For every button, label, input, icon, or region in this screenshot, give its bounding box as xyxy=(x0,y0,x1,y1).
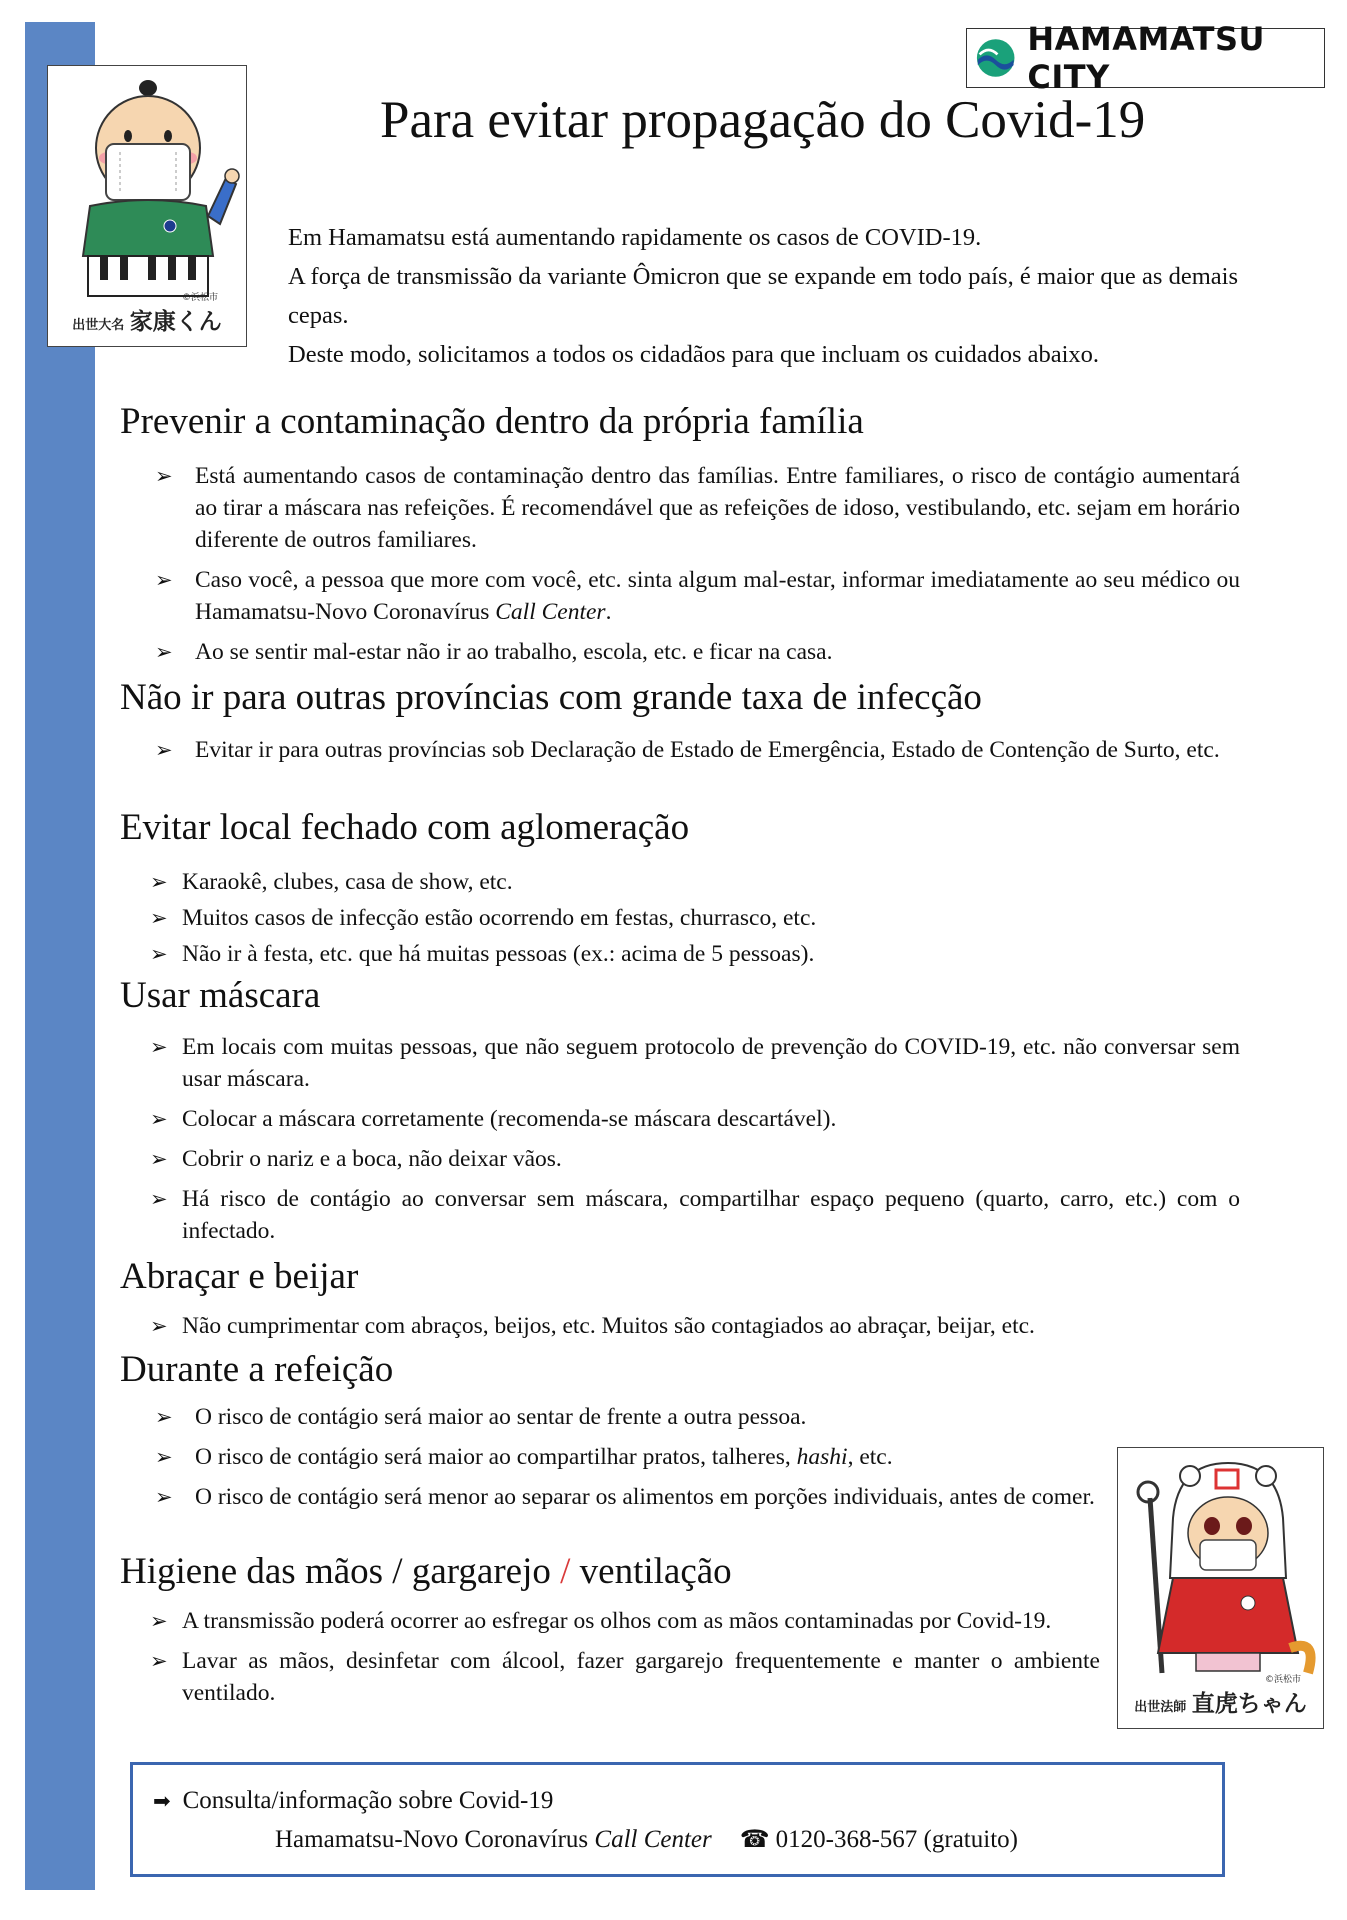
mascot-naotora-copyright: ©浜松市 xyxy=(1264,1675,1301,1685)
contact-center-name: Hamamatsu-Novo Coronavírus xyxy=(275,1826,589,1853)
red-slash: / xyxy=(560,1551,571,1592)
intro-line: A força de transmissão da variante Ômicron que se expande em todo país, é maior que as demais cepas. xyxy=(288,263,1238,329)
list-item: ➢ Está aumentando casos de contaminação dentro das famílias. Entre familiares, o risco de contágio aumentará ao tirar a máscara nas refeições. É recomendável que as refeições de idoso, vestibulando, etc. sejam em horário diferente de outros familiares. xyxy=(155,460,1240,556)
intro-paragraph xyxy=(288,218,1238,374)
mascot-naotora-caption-small: 出世法師 xyxy=(1134,1700,1187,1715)
section-heading-mascara: Usar máscara xyxy=(120,975,321,1016)
phone-icon: ☎ xyxy=(739,1825,770,1853)
section-heading-abracar: Abraçar e beijar xyxy=(120,1256,359,1297)
section-heading-aglomeracao: Evitar local fechado com aglomeração xyxy=(120,807,690,848)
section-heading-familia: Prevenir a contaminação dentro da própria família xyxy=(120,401,864,442)
hashi-text: hashi xyxy=(796,1444,848,1470)
heading-part: Higiene das mãos / gargarejo xyxy=(120,1551,551,1592)
etc-text: , etc. xyxy=(847,1444,893,1470)
contact-line-2 xyxy=(275,1825,1018,1854)
hamamatsu-city-logo xyxy=(966,20,1325,96)
contact-box xyxy=(130,1762,1225,1877)
call-center-text: Call Center xyxy=(594,1826,712,1853)
phone-number[interactable]: 0120-368-567 (gratuito) xyxy=(775,1826,1018,1853)
mascot-ieyasu-copyright: ©浜松市 xyxy=(181,293,218,303)
mascot-ieyasu-caption xyxy=(48,290,246,336)
list-item: ➢ Há risco de contágio ao conversar sem máscara, compartilhar espaço pequeno (quarto, carro, etc.) com o infectado. xyxy=(150,1183,1240,1247)
contact-line-1 xyxy=(153,1787,553,1815)
list-item: ➢ Cobrir o nariz e a boca, não deixar vãos. xyxy=(150,1143,1240,1175)
list-item xyxy=(155,1441,1100,1473)
mascot-naotora xyxy=(1117,1447,1324,1729)
list-item: ➢ Em locais com muitas pessoas, que não seguem protocolo de prevenção do COVID-19, etc. não conversar sem usar máscara. xyxy=(150,1031,1240,1095)
list-item: ➢ Ao se sentir mal-estar não ir ao trabalho, escola, etc. e ficar na casa. xyxy=(155,636,1240,668)
mascot-naotora-caption xyxy=(1118,1672,1323,1718)
arrow-right-icon: ➡ xyxy=(153,1789,171,1813)
list-item: ➢ Karaokê, clubes, casa de show, etc. xyxy=(150,866,1240,898)
contact-title: Consulta/informação sobre Covid-19 xyxy=(182,1787,554,1814)
section-list-aglomeracao xyxy=(150,866,1240,970)
intro-line: Em Hamamatsu está aumentando rapidamente os casos de COVID-19. xyxy=(288,224,982,251)
section-list-familia xyxy=(155,460,1240,668)
section-list-mascara xyxy=(150,1031,1240,1247)
intro-line: Deste modo, solicitamos a todos os cidadãos para que incluam os cuidados abaixo. xyxy=(288,341,1100,368)
mascot-ieyasu xyxy=(47,65,247,347)
section-heading-refeicao: Durante a refeição xyxy=(120,1349,394,1390)
mascot-ieyasu-illustration xyxy=(48,66,246,306)
hamamatsu-wave-icon xyxy=(976,36,1015,80)
list-item: ➢ O risco de contágio será menor ao separar os alimentos em porções individuais, antes de comer. xyxy=(155,1481,1100,1513)
list-item: ➢ Não cumprimentar com abraços, beijos, etc. Muitos são contagiados ao abraçar, beijar, etc. xyxy=(150,1310,1240,1342)
list-item: ➢ Lavar as mãos, desinfetar com álcool, fazer gargarejo frequentemente e manter o ambiente ventilado. xyxy=(150,1645,1100,1709)
mascot-naotora-caption-big: 直虎ちゃん xyxy=(1191,1691,1307,1717)
mascot-ieyasu-caption-big: 家康くん xyxy=(129,309,222,335)
section-list-refeicao xyxy=(155,1401,1100,1513)
list-item-text: Caso você, a pessoa que more com você, etc. sinta algum mal-estar, informar imediatamente ao seu médico ou Hamamatsu-Novo Coronavírus xyxy=(195,567,1240,625)
section-list-higiene xyxy=(150,1605,1100,1709)
list-item: ➢ Muitos casos de infecção estão ocorrendo em festas, churrasco, etc. xyxy=(150,902,1240,934)
call-center-text: Call Center xyxy=(495,599,606,625)
heading-part: ventilação xyxy=(579,1551,732,1592)
list-item: ➢ O risco de contágio será maior ao sentar de frente a outra pessoa. xyxy=(155,1401,1100,1433)
list-item: ➢ Colocar a máscara corretamente (recomenda-se máscara descartável). xyxy=(150,1103,1240,1135)
list-item-text: O risco de contágio será maior ao compartilhar pratos, talheres, xyxy=(195,1444,791,1470)
mascot-naotora-illustration xyxy=(1118,1448,1323,1683)
logo-text: HAMAMATSU CITY xyxy=(1027,20,1265,96)
section-list-abracar xyxy=(150,1310,1240,1342)
section-heading-higiene xyxy=(120,1550,732,1593)
section-heading-provincias: Não ir para outras províncias com grande taxa de infecção xyxy=(120,677,982,718)
mascot-ieyasu-caption-small: 出世大名 xyxy=(72,318,125,333)
section-list-provincias xyxy=(155,732,1240,769)
list-item: ➢ Caso você, a pessoa que more com você, etc. sinta algum mal-estar, informar imediatamente ao seu médico ou Hamamatsu-Novo Coronavírus Call Center. xyxy=(155,564,1240,628)
page-title: Para evitar propagação do Covid-19 xyxy=(380,91,1146,149)
list-item: ➢ Evitar ir para outras províncias sob Declaração de Estado de Emergência, Estado de Contenção de Surto, etc. xyxy=(155,732,1240,769)
list-item: ➢ A transmissão poderá ocorrer ao esfregar os olhos com as mãos contaminadas por Covid-19. xyxy=(150,1605,1100,1637)
list-item: ➢ Não ir à festa, etc. que há muitas pessoas (ex.: acima de 5 pessoas). xyxy=(150,938,1240,970)
